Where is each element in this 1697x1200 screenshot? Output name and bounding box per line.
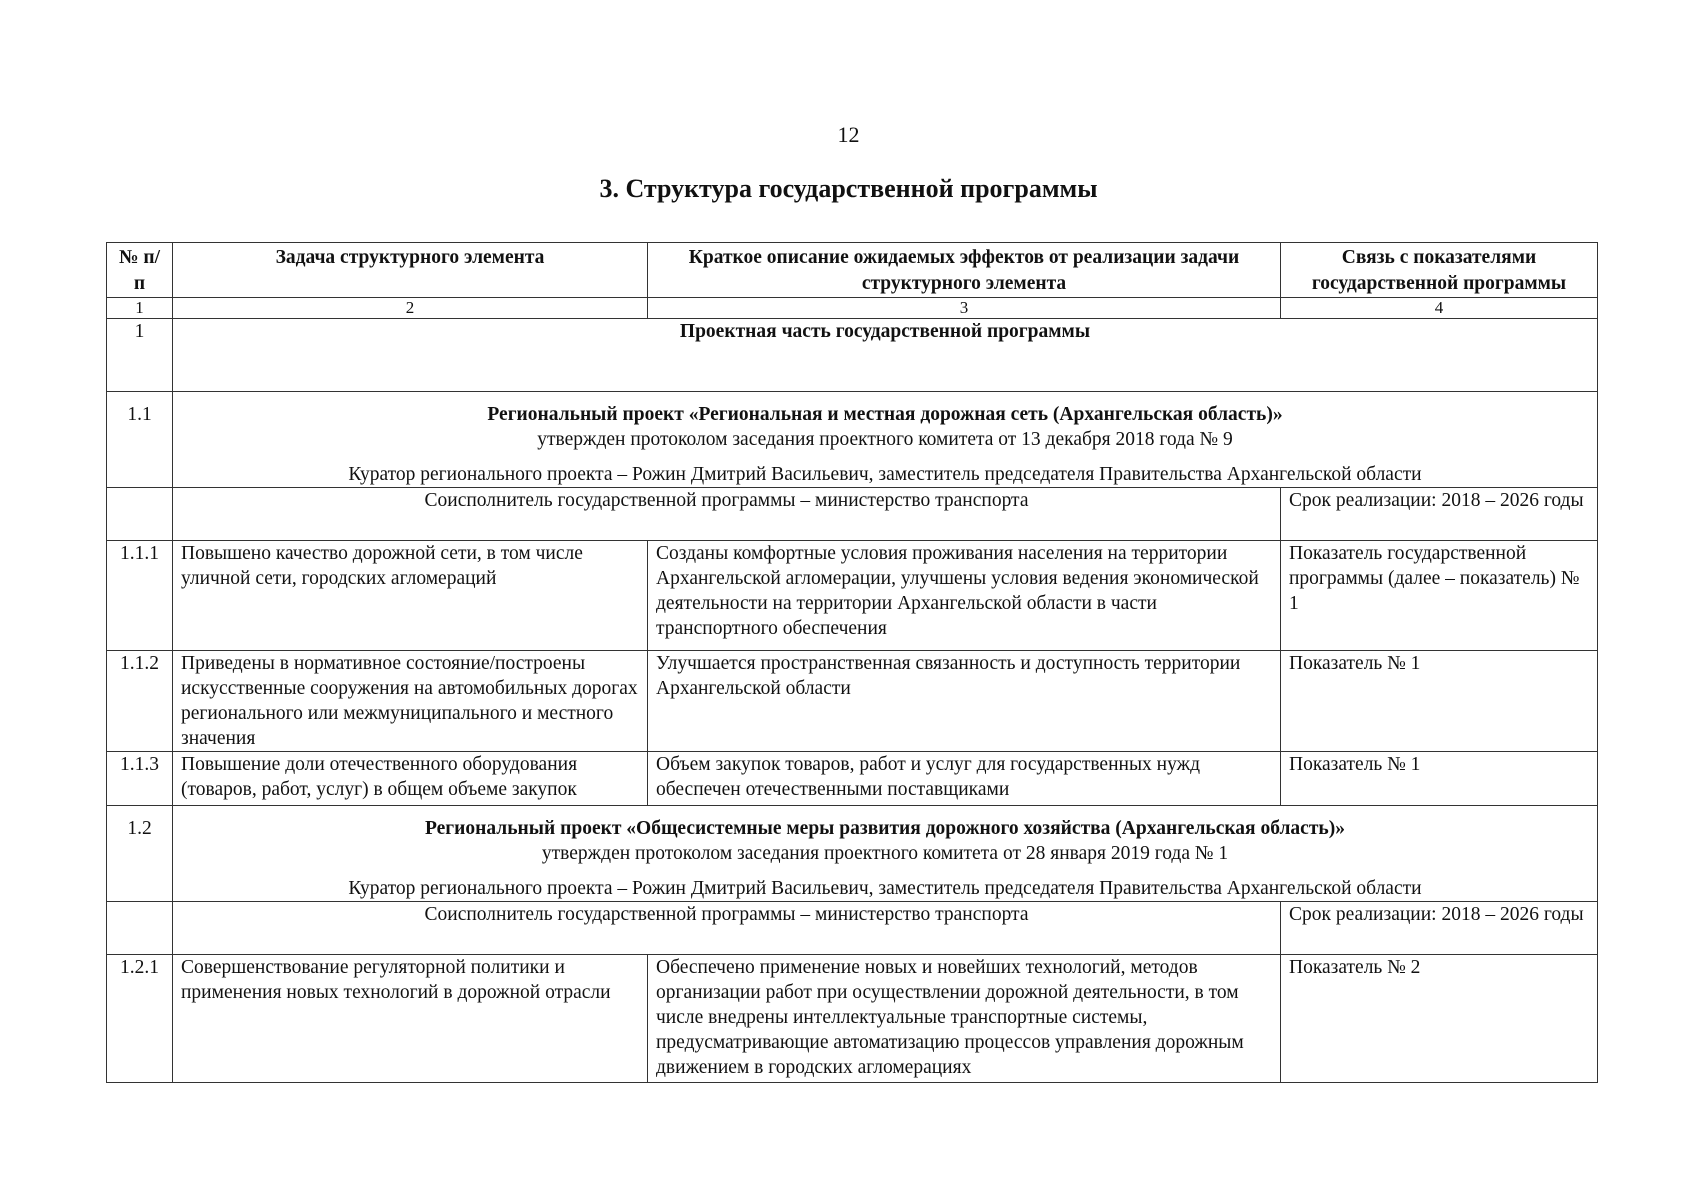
- section-title: Проектная часть государственной программы: [173, 319, 1598, 392]
- header-num: № п/п: [107, 243, 173, 298]
- project-info: [173, 806, 1598, 902]
- row-effect: Созданы комфортные условия проживания населения на территории Архангельской агломерации, улучшены условия ведения экономической деятельности на территории Архангельской области в части транспортного обеспечения: [648, 541, 1281, 651]
- project-info: [173, 392, 1598, 488]
- header-link: Связь с показателями государственной программы: [1281, 243, 1598, 298]
- project-curator: Куратор регионального проекта – Рожин Дмитрий Васильевич, заместитель председателя Правительства Архангельской области: [348, 464, 1422, 485]
- row-num: 1.1.1: [107, 541, 173, 651]
- row-num: 1.2.1: [107, 955, 173, 1083]
- table-row: [107, 541, 1598, 651]
- row-link: Показатель № 1: [1281, 651, 1598, 752]
- row-link: Показатель государственной программы (далее – показатель) № 1: [1281, 541, 1598, 651]
- project-approval: утвержден протоколом заседания проектного комитета от 28 января 2019 года № 1: [541, 843, 1229, 864]
- project-approval: утвержден протоколом заседания проектного комитета от 13 декабря 2018 года № 9: [537, 429, 1233, 450]
- project-curator: Куратор регионального проекта – Рожин Дмитрий Васильевич, заместитель председателя Правительства Архангельской области: [348, 878, 1422, 899]
- row-num: 1.1.3: [107, 752, 173, 806]
- project-row: [107, 806, 1598, 902]
- implementation-term: Срок реализации: 2018 – 2026 годы: [1281, 488, 1598, 541]
- column-index: 1: [107, 298, 173, 319]
- implementation-term: Срок реализации: 2018 – 2026 годы: [1281, 902, 1598, 955]
- co-executor-row: [107, 488, 1598, 541]
- header-effects: Краткое описание ожидаемых эффектов от реализации задачи структурного элемента: [648, 243, 1281, 298]
- project-num: 1.2: [107, 806, 173, 902]
- row-num: 1.1.2: [107, 651, 173, 752]
- table-row: [107, 651, 1598, 752]
- column-index-row: [107, 298, 1598, 319]
- column-index: 3: [648, 298, 1281, 319]
- project-title: Региональный проект «Общесистемные меры развития дорожного хозяйства (Архангельская область)»: [425, 818, 1345, 839]
- project-title: Региональный проект «Региональная и местная дорожная сеть (Архангельская область)»: [487, 404, 1283, 425]
- empty-cell: [107, 902, 173, 955]
- row-link: Показатель № 2: [1281, 955, 1598, 1083]
- section-row: [107, 319, 1598, 392]
- row-task: Повышение доли отечественного оборудования (товаров, работ, услуг) в общем объеме закупок: [173, 752, 648, 806]
- row-link: Показатель № 1: [1281, 752, 1598, 806]
- table-row: [107, 955, 1598, 1083]
- table-row: [107, 752, 1598, 806]
- section-num: 1: [107, 319, 173, 392]
- row-effect: Улучшается пространственная связанность и доступность территории Архангельской области: [648, 651, 1281, 752]
- column-index: 2: [173, 298, 648, 319]
- project-row: [107, 392, 1598, 488]
- header-task: Задача структурного элемента: [173, 243, 648, 298]
- row-task: Повышено качество дорожной сети, в том числе уличной сети, городских агломераций: [173, 541, 648, 651]
- co-executor-row: [107, 902, 1598, 955]
- project-num: 1.1: [107, 392, 173, 488]
- row-task: Совершенствование регуляторной политики и применения новых технологий в дорожной отрасли: [173, 955, 648, 1083]
- co-executor: Соисполнитель государственной программы – министерство транспорта: [173, 902, 1281, 955]
- empty-cell: [107, 488, 173, 541]
- row-effect: Обеспечено применение новых и новейших технологий, методов организации работ при осуществлении дорожной деятельности, в том числе внедрены интеллектуальные транспортные системы, предусматривающие автоматизацию процессов управления дорожным движением в городских агломерациях: [648, 955, 1281, 1083]
- co-executor: Соисполнитель государственной программы – министерство транспорта: [173, 488, 1281, 541]
- page-number: 12: [837, 122, 860, 147]
- structure-table: [106, 242, 1598, 1083]
- row-task: Приведены в нормативное состояние/построены искусственные сооружения на автомобильных дорогах регионального или межмуниципального и местного значения: [173, 651, 648, 752]
- row-effect: Объем закупок товаров, работ и услуг для государственных нужд обеспечен отечественными поставщиками: [648, 752, 1281, 806]
- header-row: [107, 243, 1598, 298]
- page-title: 3. Структура государственной программы: [599, 174, 1098, 203]
- column-index: 4: [1281, 298, 1598, 319]
